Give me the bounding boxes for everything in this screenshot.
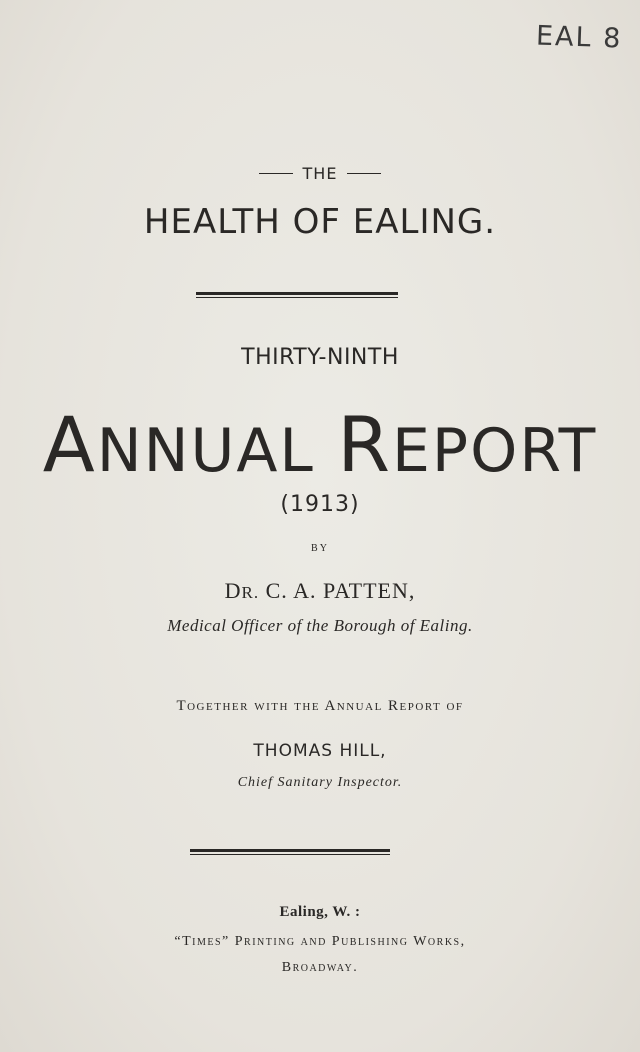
report-year: (1913): [280, 492, 360, 517]
by-label: BY: [311, 543, 329, 554]
report-heading-a-rest: NNUAL: [96, 416, 315, 486]
report-heading-r-initial: R: [337, 400, 392, 489]
author-prefix-r: R.: [241, 583, 260, 602]
title-divider: [196, 292, 398, 298]
report-heading: [0, 400, 640, 489]
author-prefix-d: D: [224, 578, 242, 603]
report-heading-r-rest: EPORT: [392, 416, 598, 486]
main-title: HEALTH OF EALING.: [143, 202, 497, 242]
imprint-printer: “Times” Printing and Publishing Works,: [174, 934, 466, 949]
right-dash: [347, 173, 381, 174]
author-role: Medical Officer of the Borough of Ealing.: [167, 616, 473, 635]
imprint-divider: [190, 849, 390, 855]
inspector-role: Chief Sanitary Inspector.: [237, 775, 403, 790]
author-name-rest: C. A. PATTEN,: [265, 578, 416, 603]
author-name: [0, 578, 640, 604]
title-prefix: THE: [302, 164, 338, 183]
left-dash: [259, 173, 293, 174]
report-ordinal: THIRTY-NINTH: [241, 345, 399, 370]
together-line: Together with the Annual Report of: [176, 698, 464, 714]
title-prefix-row: [0, 164, 640, 183]
imprint-address: Broadway.: [281, 960, 359, 975]
report-heading-a-initial: A: [42, 400, 97, 489]
imprint-place: Ealing, W. :: [279, 904, 361, 920]
inspector-name: THOMAS HILL,: [253, 741, 387, 761]
catalog-mark: EAL 8: [535, 20, 623, 55]
